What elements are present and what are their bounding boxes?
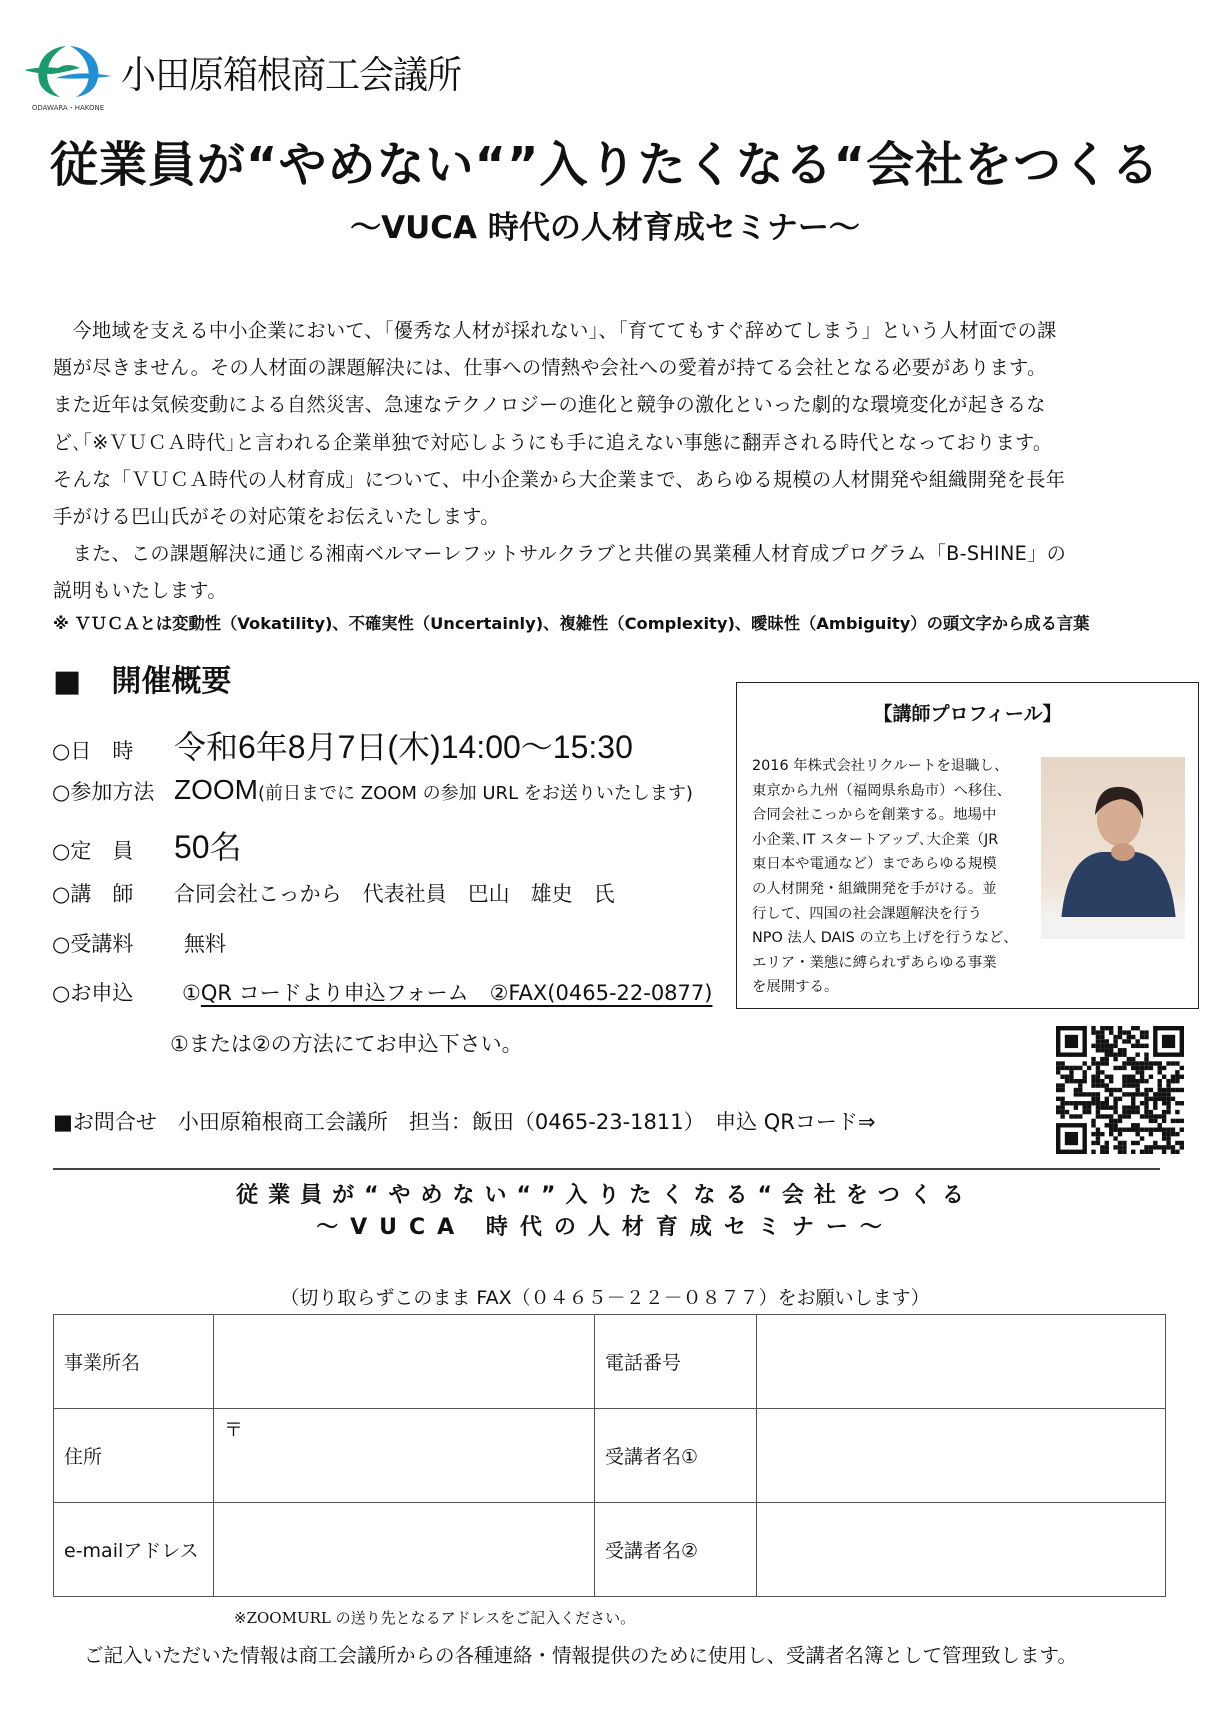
email-note: ※ZOOMURL の送り先となるアドレスをご記入ください。 (234, 1609, 636, 1627)
item-apply (52, 977, 712, 1007)
item-label: ○講 師 (52, 882, 134, 906)
item-capacity (52, 822, 242, 868)
label-attendee-2: 受講者名② (595, 1503, 757, 1597)
item-label: ○お申込 (52, 981, 134, 1005)
profile-line: 東日本や電通など）まであらゆる規模 (752, 856, 997, 873)
intro-line: また、この課題解決に通じる湘南ベルマーレフットサルクラブと共催の異業種人材育成プログラム「B-SHINE」の (53, 542, 1067, 566)
page-subtitle: ～VUCA 時代の人材育成セミナー～ (350, 210, 860, 246)
fax-note: （切り取らずこのまま FAX（０４６５－２２－０８７７）をお願いします） (280, 1287, 930, 1309)
phone-field[interactable] (757, 1315, 1166, 1409)
org-name: 小田原箱根商工会議所 (121, 54, 462, 98)
intro-line: そんな「ＶＵＣＡ時代の人材育成」について、中小企業から大企業まで、あらゆる規模の人材開発や組織開発を長年 (53, 467, 1066, 491)
profile-title: 【講師プロフィール】 (873, 703, 1062, 725)
page-title: 従業員が“やめない“”入りたくなる“会社をつくる (49, 137, 1161, 193)
item-label: ○受講料 (52, 932, 134, 956)
form-title: 従業員が“やめない“”入りたくなる“会社をつくる (236, 1183, 974, 1208)
item-value-prefix: ① (182, 981, 201, 1005)
label-attendee-1: 受講者名① (595, 1409, 757, 1503)
item-label: ○日 時 (52, 739, 134, 763)
application-form (53, 1314, 1166, 1597)
profile-line: エリア・業態に縛られずあらゆる事業 (752, 954, 997, 971)
qr-code[interactable] (1056, 1026, 1184, 1154)
item-value-note: (前日までに ZOOM の参加 URL をお送りいたします) (258, 783, 693, 804)
profile-line: 2016 年株式会社リクルートを退職し、 (752, 758, 1009, 774)
lecturer-profile (736, 682, 1199, 1009)
form-row (54, 1409, 1166, 1503)
item-value: 無料 (184, 932, 226, 956)
item-fee (52, 928, 226, 958)
chamber-logo (22, 40, 114, 112)
label-address: 住所 (54, 1409, 214, 1503)
svg-text:ODAWARA・HAKONE: ODAWARA・HAKONE (31, 104, 105, 112)
profile-line: NPO 法人 DAIS の立ち上げを行うなど、 (752, 930, 1018, 947)
item-lecturer (52, 878, 615, 908)
privacy-note: ご記入いただいた情報は商工会議所からの各種連絡・情報提供のために使用し、受講者名簿として管理致します。 (84, 1644, 1077, 1667)
intro-line: 説明もいたします。 (53, 579, 227, 603)
overview-heading: ■ 開催概要 (53, 664, 232, 699)
intro-line: 手がける巴山氏がその対応策をお伝えいたします。 (53, 505, 500, 529)
intro-text (53, 312, 1173, 610)
profile-line: 合同会社こっからを創業する。地場中 (752, 807, 997, 824)
apply-note: ①または②の方法にてお申込下さい。 (170, 1032, 523, 1056)
item-value: ZOOM (174, 774, 258, 805)
profile-line: の人材開発・組織開発を手がける。並 (752, 880, 997, 897)
contact-info: ■お問合せ 小田原箱根商工会議所 担当：飯田（0465-23-1811） 申込 QRコード⇒ (53, 1110, 876, 1134)
item-value: 合同会社こっから 代表社員 巴山 雄史 氏 (174, 882, 615, 906)
vuca-note: ※ ＶＵＣＡとは変動性（Vokatility)、不確実性（Uncertainly)、複雑性（Complexity)、曖昧性（Ambiguity）の頭文字から成る言葉 (53, 614, 1090, 633)
item-value: 50名 (174, 829, 242, 865)
attendee-2-field[interactable] (757, 1503, 1166, 1597)
address-field[interactable]: 〒 (214, 1409, 595, 1503)
profile-line: を展開する。 (752, 979, 839, 996)
email-field[interactable] (214, 1503, 595, 1597)
profile-line: 行して、四国の社会課題解決を行う (752, 905, 982, 922)
intro-line: また近年は気候変動による自然災害、急速なテクノロジーの進化と競争の激化といった劇的な環境変化が起きるな (53, 393, 1046, 417)
intro-line: ど､｢※ＶＵＣＡ時代｣と言われる企業単独で対応しようにも手に追えない事態に翻弄される時代となっております。 (53, 430, 1053, 454)
form-row (54, 1315, 1166, 1409)
attendee-1-field[interactable] (757, 1409, 1166, 1503)
item-label: ○定 員 (52, 839, 134, 863)
label-phone: 電話番号 (595, 1315, 757, 1409)
label-company: 事業所名 (54, 1315, 214, 1409)
label-email: e-mailアドレス (54, 1503, 214, 1597)
item-method (52, 774, 693, 806)
item-value: 令和6年8月7日(木)14:00～15:30 (174, 729, 633, 765)
profile-text (752, 754, 1032, 1000)
intro-line: 題が尽きません。その人材面の課題解決には、仕事への情熱や会社への愛着が持てる会社となる必要があります。 (53, 356, 1047, 380)
item-label: ○参加方法 (52, 780, 155, 804)
form-row (54, 1503, 1166, 1597)
item-datetime (52, 722, 633, 768)
profile-line: 小企業､IT スタートアップ､大企業（JR (752, 831, 999, 848)
profile-line: 東京から九州（福岡県糸島市）へ移住、 (752, 782, 1012, 799)
company-field[interactable] (214, 1315, 595, 1409)
cut-line (53, 1168, 1160, 1170)
form-subtitle: ～VUCA 時代の人材育成セミナー～ (316, 1215, 894, 1240)
apply-methods[interactable]: QR コードより申込フォーム ②FAX(0465-22-0877) (200, 981, 713, 1005)
intro-line: 今地域を支える中小企業において、「優秀な人材が採れない」、「育ててもすぐ辞めてしまう」という人材面での課 (53, 319, 1057, 342)
lecturer-photo (1041, 757, 1185, 939)
